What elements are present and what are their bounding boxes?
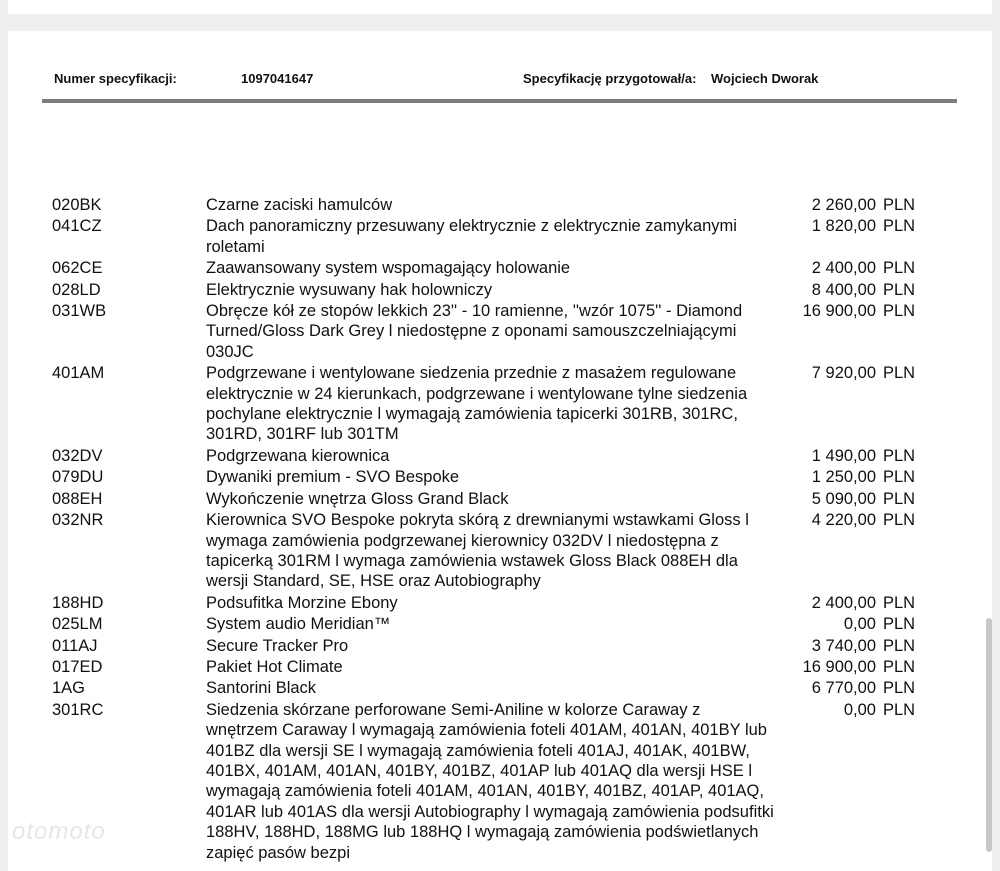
option-price: 2 400,00 [811,259,876,278]
option-price: 5 090,00 [811,489,876,508]
option-currency: PLN [883,636,916,655]
option-code: 301RC [52,700,104,719]
option-price: 7 920,00 [811,364,876,383]
option-code: 041CZ [52,217,102,236]
option-currency: PLN [883,679,916,698]
prepared-by-name: Wojciech Dworak [711,71,819,86]
option-code: 062CE [52,259,103,278]
option-code: 025LM [52,615,103,634]
option-description: Dywaniki premium - SVO Bespoke [206,468,460,487]
options-table [8,194,992,863]
option-currency: PLN [883,196,916,214]
option-price: 0,00 [843,615,876,634]
watermark-logo: otomoto [12,818,106,845]
option-currency: PLN [883,217,916,236]
option-currency: PLN [883,615,916,634]
table-row [8,257,992,278]
option-price: 16 900,00 [802,657,876,676]
table-row [8,300,992,362]
table-row [8,194,992,215]
option-description: Santorini Black [206,679,317,698]
table-row [8,279,992,300]
table-row [8,509,992,592]
option-code: 188HD [52,593,104,612]
table-row [8,592,992,613]
option-currency: PLN [883,446,916,465]
option-price: 4 220,00 [811,511,876,530]
option-description: Elektrycznie wysuwany hak holowniczy [206,280,493,299]
option-description: Siedzenia skórzane perforowane Semi-Aniline w kolorze Caraway z wnętrzem Caraway l wymagają zamówienia foteli 401AM, 401AN, 401BY lub 401BZ dla wersji SE l wymagają zamówienia foteli 401AJ, 401AK, 401BW, 401BX, 401AM, 401AN, 401BY, 401BZ, 401AP lub 401AQ dla wersji HSE l wymagają zamówienia foteli 401AM, 401AN, 401BY, 401BZ, 401AP, 401AQ, 401AR lub 401AS dla wersji Autobiography l wymagają zamówienia podsufitki 188HV, 188HD, 188MG lub 188HQ l wymagają zamówienia podświetlanych zapięć pasów bezpi [206,700,774,862]
table-row [8,488,992,509]
header-divider [42,99,957,103]
option-currency: PLN [883,700,916,719]
option-description: Podgrzewana kierownica [206,446,390,465]
option-currency: PLN [883,259,916,278]
option-price: 2 400,00 [811,593,876,612]
table-row [8,656,992,677]
option-description: Pakiet Hot Climate [206,657,343,676]
option-code: 028LD [52,280,101,299]
option-description: Dach panoramiczny przesuwany elektrycznie z elektrycznie zamykanymi roletami [206,217,737,256]
option-price: 0,00 [843,700,876,719]
table-row [8,677,992,698]
table-row [8,466,992,487]
spec-number-value: 1097041647 [241,71,314,86]
table-row [8,635,992,656]
table-row [8,362,992,445]
option-currency: PLN [883,468,916,487]
option-description: Czarne zaciski hamulców [206,196,393,214]
option-price: 1 490,00 [811,446,876,465]
option-description: Secure Tracker Pro [206,636,349,655]
option-code: 088EH [52,489,103,508]
prepared-by-label: Specyfikację przygotował/a: [523,71,697,86]
table-row [8,445,992,466]
option-price: 1 820,00 [811,217,876,236]
option-currency: PLN [883,364,916,383]
option-description: Podgrzewane i wentylowane siedzenia przednie z masażem regulowane elektrycznie w 24 kierunkach, podgrzewane i wentylowane tylne siedzenia pochylane elektrycznie l wymagają zamówienia tapicerki 301RB, 301RC, 301RD, 301RF lub 301TM [206,364,748,444]
option-description: Obręcze kół ze stopów lekkich 23'' - 10 ramienne, ''wzór 1075'' - Diamond Turned/Gloss Dark Grey l niedostępne z oponami samouszczelniającymi 030JC [206,302,743,361]
option-currency: PLN [883,593,916,612]
option-price: 3 740,00 [811,636,876,655]
option-description: Kierownica SVO Bespoke pokryta skórą z drewnianymi wstawkami Gloss l wymaga zamówienia podgrzewanej kierownicy 032DV l niedostępna z tapicerką 301RM l wymaga zamówienia wstawek Gloss Black 088EH dla wersji Standard, SE, HSE oraz Autobiography [206,511,749,591]
option-code: 032NR [52,511,104,530]
option-currency: PLN [883,302,916,321]
option-currency: PLN [883,657,916,676]
option-price: 6 770,00 [811,679,876,698]
option-code: 401AM [52,364,105,383]
option-description: System audio Meridian™ [206,615,391,634]
option-price: 16 900,00 [802,302,876,321]
table-row [8,215,992,257]
option-price: 1 250,00 [811,468,876,487]
option-code: 020BK [52,196,102,214]
table-row [8,699,992,863]
option-price: 2 260,00 [811,196,876,214]
option-description: Podsufitka Morzine Ebony [206,593,398,612]
option-currency: PLN [883,511,916,530]
scrollbar-thumb[interactable] [986,618,992,852]
option-code: 011AJ [52,636,98,655]
spec-number-label: Numer specyfikacji: [54,71,177,86]
option-description: Zaawansowany system wspomagający holowanie [206,259,571,278]
option-description: Wykończenie wnętrza Gloss Grand Black [206,489,509,508]
document-page [8,31,992,871]
option-price: 8 400,00 [811,280,876,299]
option-code: 031WB [52,302,107,321]
option-code: 079DU [52,468,104,487]
table-row [8,613,992,634]
option-code: 1AG [52,679,86,698]
option-currency: PLN [883,489,916,508]
option-currency: PLN [883,280,916,299]
previous-page-edge [8,0,992,14]
option-code: 032DV [52,446,103,465]
option-code: 017ED [52,657,103,676]
